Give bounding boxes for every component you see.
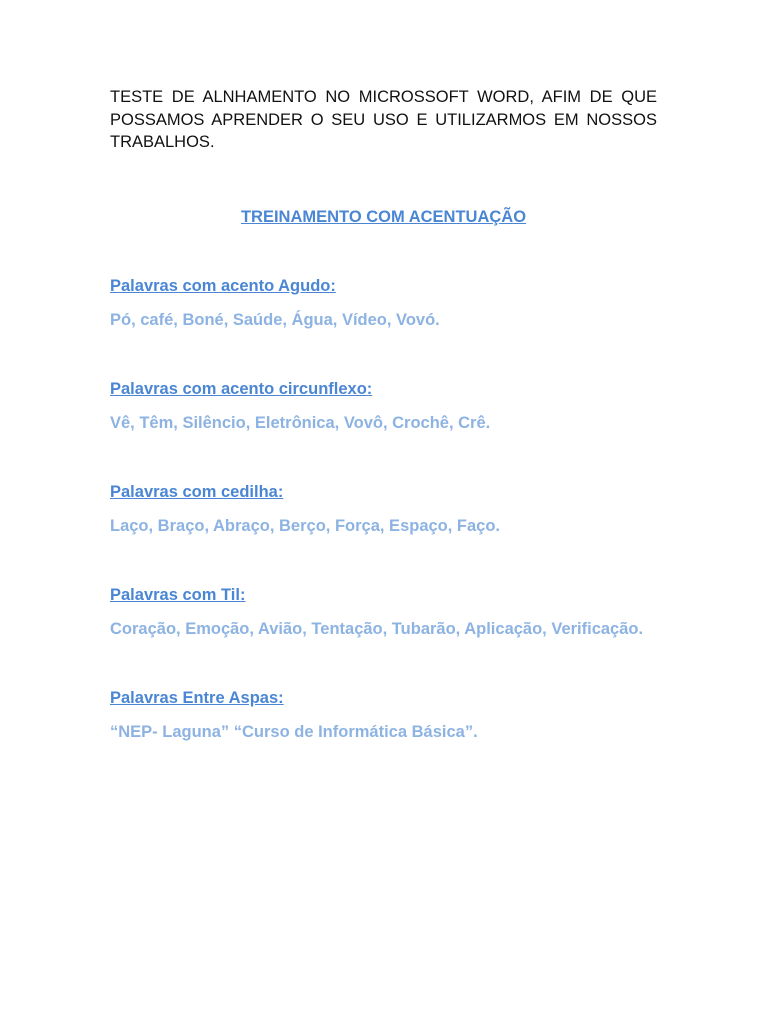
section-word-list: Pó, café, Boné, Saúde, Água, Vídeo, Vovó. xyxy=(110,310,440,329)
intro-paragraph: TESTE DE ALNHAMENTO NO MICROSSOFT WORD, AFIM DE QUE POSSAMOS APRENDER O SEU USO E UTILIZARMOS EM NOSSOS TRABALHOS. xyxy=(110,88,657,151)
section-word-list: Laço, Braço, Abraço, Berço, Força, Espaço, Faço. xyxy=(110,516,501,535)
document-content xyxy=(110,86,657,743)
section-heading: Palavras com acento Agudo: xyxy=(110,276,336,295)
section-word-list: “NEP- Laguna” “Curso de Informática Básica”. xyxy=(110,722,478,741)
document-title: TREINAMENTO COM ACENTUAÇÃO xyxy=(240,207,527,226)
section-heading: Palavras com acento circunflexo: xyxy=(110,379,373,398)
section-word-list: Coração, Emoção, Avião, Tentação, Tubarão, Aplicação, Verificação. xyxy=(110,619,644,638)
section-acento-agudo xyxy=(110,275,657,331)
section-word-list: Vê, Têm, Silêncio, Eletrônica, Vovô, Crochê, Crê. xyxy=(110,413,491,432)
section-entre-aspas xyxy=(110,687,657,743)
section-heading: Palavras Entre Aspas: xyxy=(110,688,284,707)
section-til xyxy=(110,584,657,640)
section-acento-circunflexo xyxy=(110,378,657,434)
section-heading: Palavras com Til: xyxy=(110,585,246,604)
section-cedilha xyxy=(110,481,657,537)
section-heading: Palavras com cedilha: xyxy=(110,482,284,501)
